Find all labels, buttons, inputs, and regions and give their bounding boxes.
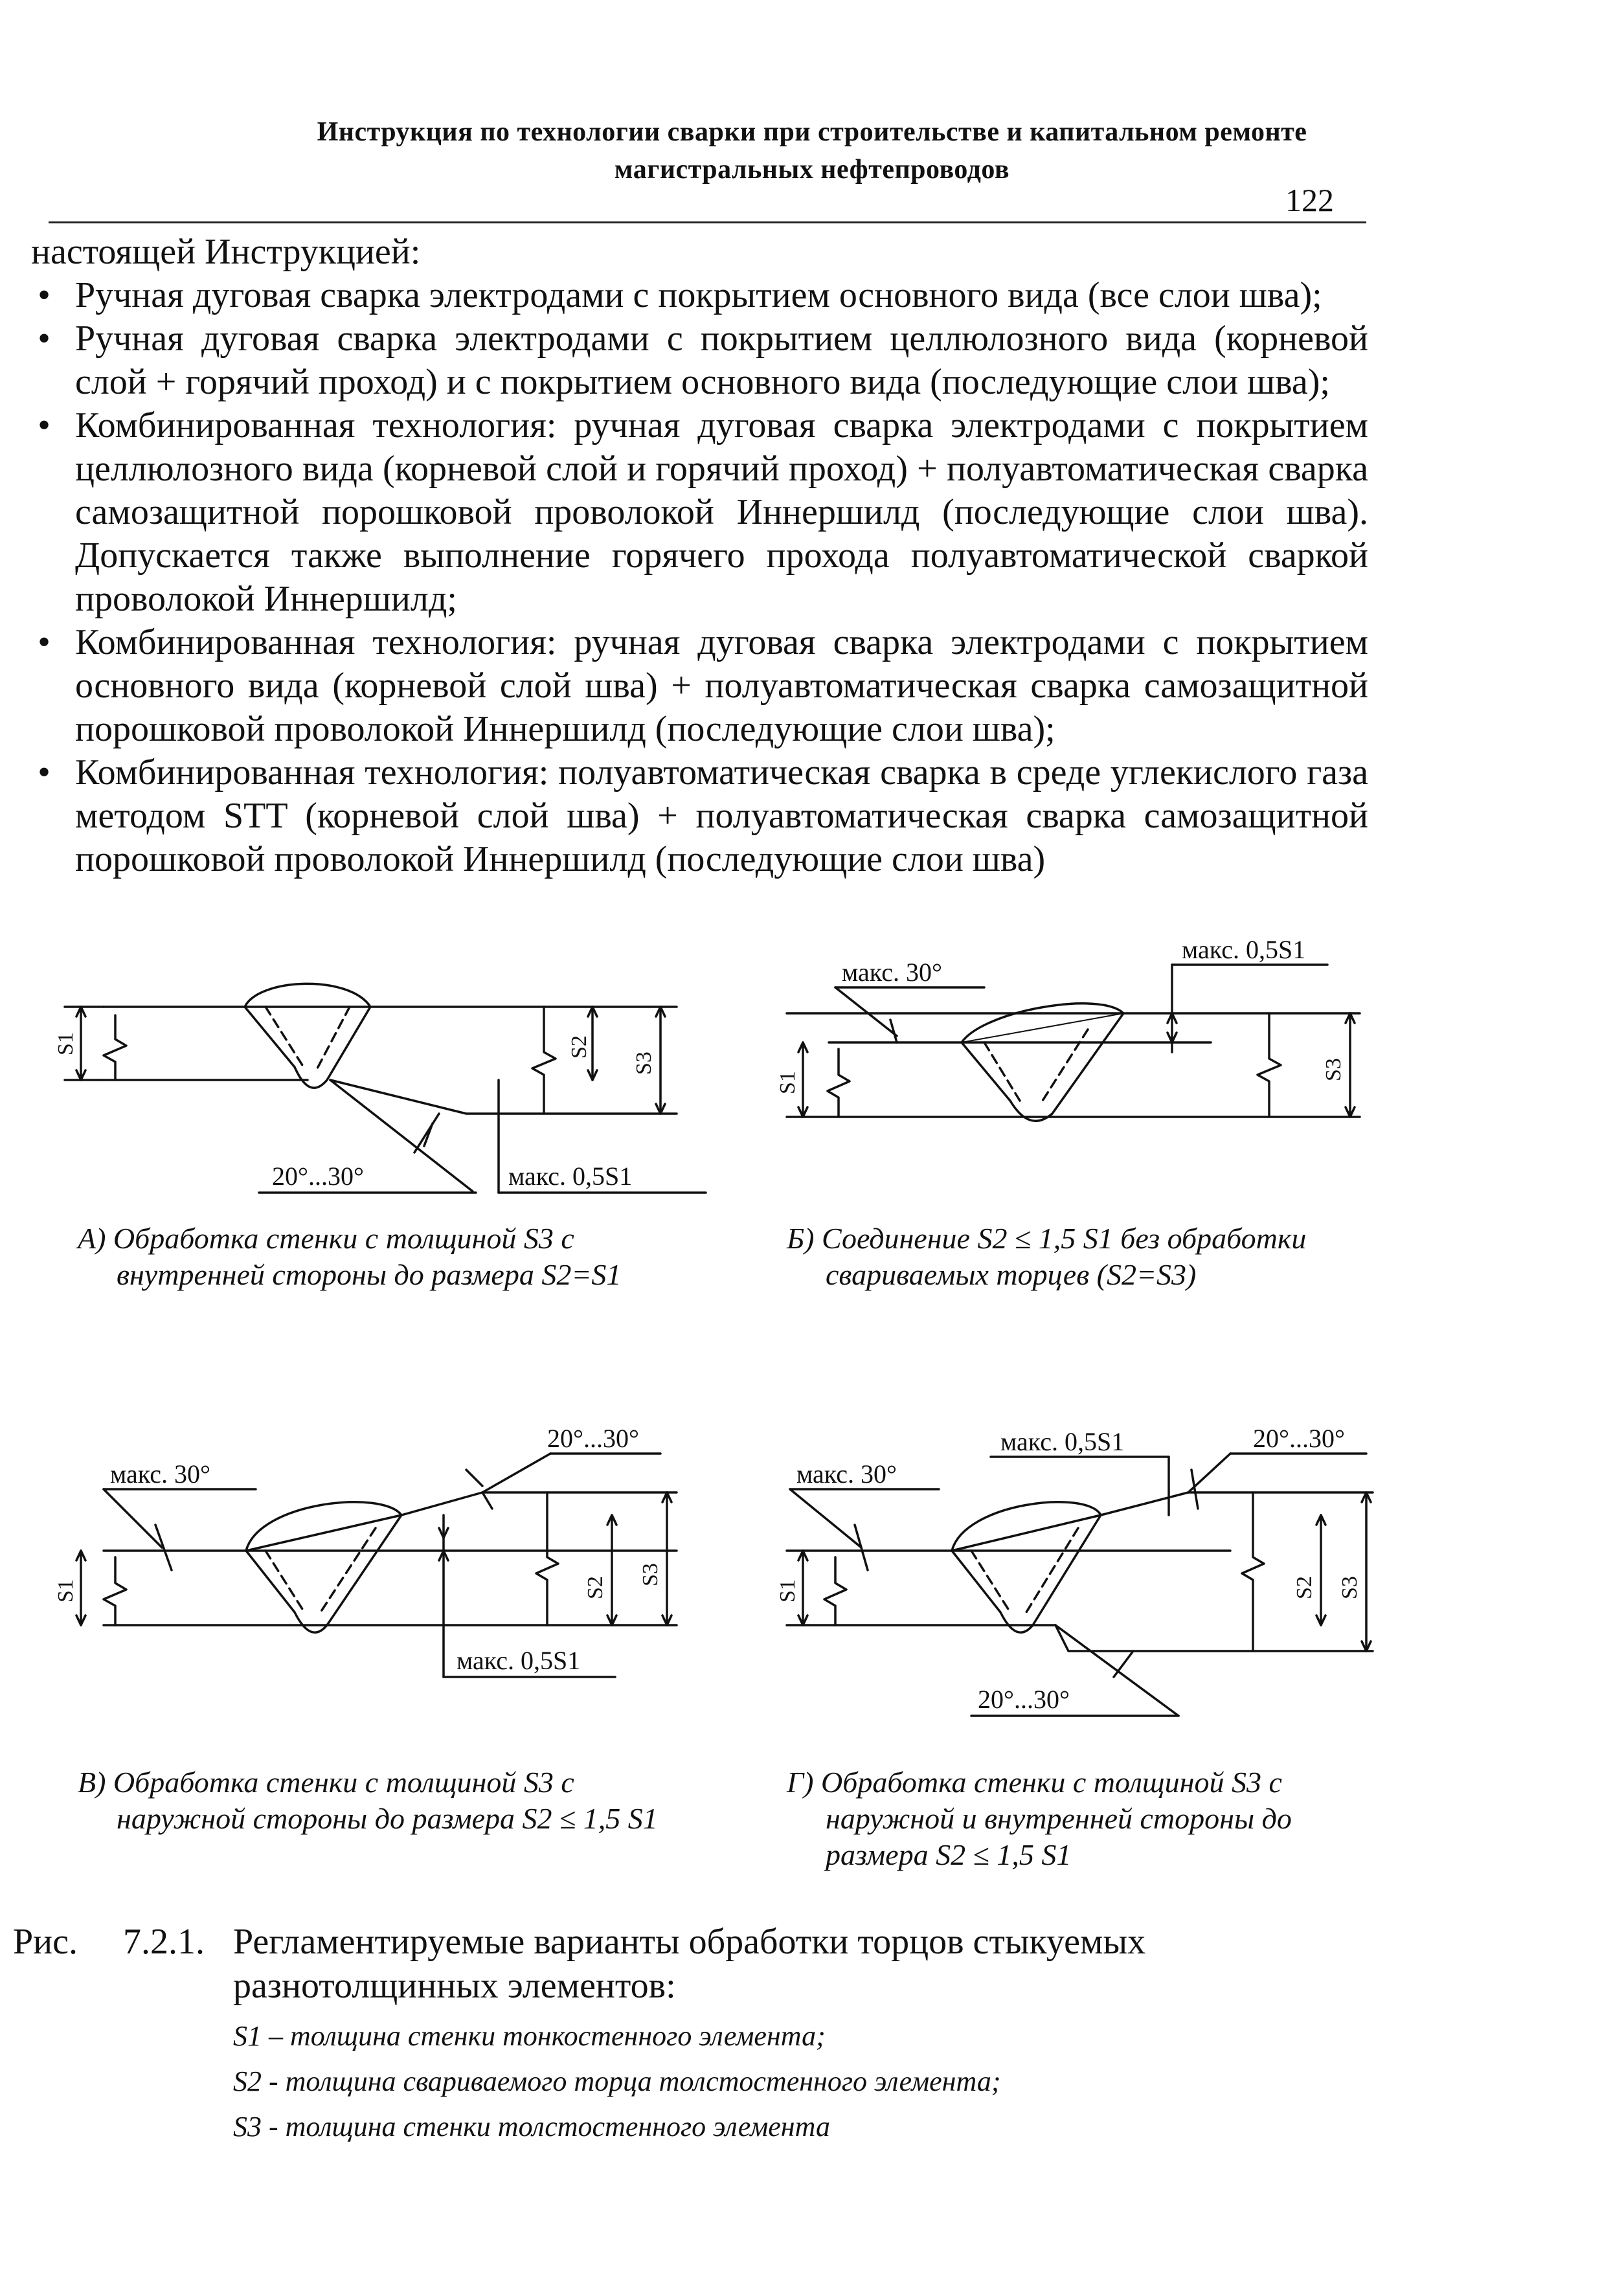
figure-a-angle-label: 20°...30°	[272, 1162, 364, 1191]
legend-s2: S2 - толщина свариваемого торца толстостенного элемента;	[233, 2065, 1001, 2097]
figure-g-s2-label: S2	[1292, 1576, 1316, 1599]
figure-caption-prefix: Рис.	[13, 1922, 78, 1962]
figure-a-s1-label: S1	[54, 1032, 78, 1055]
figure-g-angle-bottom-label: 20°...30°	[978, 1685, 1070, 1714]
intro-text: настоящей Инструкцией:	[31, 232, 421, 272]
figure-v-s2-label: S2	[583, 1576, 607, 1599]
figure-g-angle-top-label: 20°...30°	[1253, 1424, 1345, 1453]
figure-a-s3-label: S3	[632, 1052, 656, 1075]
list-item: • Ручная дуговая сварка электродами с покрытием основного вида (все слои шва);	[31, 274, 1368, 317]
figure-g-s1-label: S1	[776, 1579, 800, 1603]
figure-v-max-label: макс. 0,5S1	[457, 1646, 581, 1675]
figure-b-max30-label: макс. 30°	[842, 958, 942, 987]
figure-caption-line2: разнотолщинных элементов:	[233, 1966, 676, 2006]
figure-a-max-label: макс. 0,5S1	[508, 1162, 633, 1191]
figure-g-caption: Г) Обработка стенки с толщиной S3 с наружной и внутренней стороны до размера S2 ≤ 1,5 S1	[787, 1766, 1292, 1871]
bullet-icon: •	[38, 752, 51, 793]
figure-b-caption: Б) Соединение S2 ≤ 1,5 S1 без обработки свариваемых торцев (S2=S3)	[787, 1222, 1307, 1291]
list-item: • Комбинированная технология: ручная дуговая сварка электродами с покрытием целлюлозного вида (корневой слой и горячий проход) + полуавтоматическая сварка самозащитной порошковой проволокой Иннершилд (последующие слои шва). Допускается также выполнение горячего прохода полуавтоматической сваркой проволокой Иннершилд;	[31, 404, 1368, 621]
bullet-icon: •	[38, 622, 51, 662]
figure-v-s1-label: S1	[54, 1579, 78, 1603]
bullet-icon: •	[38, 319, 51, 359]
figure-v-s3-label: S3	[638, 1563, 662, 1586]
figure-b-s1-label: S1	[776, 1071, 800, 1094]
legend-s1: S1 – толщина стенки тонкостенного элемента;	[233, 2020, 826, 2052]
figure-v-max30-label: макс. 30°	[110, 1459, 210, 1489]
figure-caption-line1: Регламентируемые варианты обработки торцов стыкуемых	[233, 1922, 1146, 1962]
figure-b-s3-label: S3	[1322, 1058, 1346, 1081]
figure-caption-number: 7.2.1.	[123, 1922, 205, 1962]
figure-g-max30-label: макс. 30°	[796, 1459, 897, 1489]
figure-b-max-label: макс. 0,5S1	[1182, 935, 1306, 964]
figure-b-drawing	[787, 965, 1360, 1121]
bullet-icon: •	[38, 405, 51, 445]
figure-a-caption: А) Обработка стенки с толщиной S3 с внутренней стороны до размера S2=S1	[78, 1222, 622, 1291]
document-header-line2: магистральных нефтепроводов	[614, 155, 1010, 185]
figure-v-caption: В) Обработка стенки с толщиной S3 с наружной стороны до размера S2 ≤ 1,5 S1	[78, 1766, 658, 1835]
figure-v-angle-label: 20°...30°	[547, 1424, 639, 1453]
list-item: • Ручная дуговая сварка электродами с покрытием целлюлозного вида (корневой слой + горячий проход) и с покрытием основного вида (последующие слои шва);	[31, 317, 1368, 404]
list-item: • Комбинированная технология: ручная дуговая сварка электродами с покрытием основного вида (корневой слой шва) + полуавтоматическая сварка самозащитной порошковой проволокой Иннершилд (последующие слои шва);	[31, 621, 1368, 751]
list-item: • Комбинированная технология: полуавтоматическая сварка в среде углекислого газа методом STT (корневой слой шва) + полуавтоматическая сварка самозащитной порошковой проволокой Иннершилд (последующие слои шва)	[31, 751, 1368, 881]
figure-a-s2-label: S2	[567, 1035, 591, 1059]
figure-g-drawing	[787, 1454, 1373, 1716]
page-number: 122	[1285, 182, 1334, 218]
figure-g-max-label: макс. 0,5S1	[1000, 1427, 1125, 1456]
legend-s3: S3 - толщина стенки толстостенного элемента	[233, 2111, 830, 2142]
document-header-line1: Инструкция по технологии сварки при строительстве и капитальном ремонте	[317, 117, 1307, 147]
bullet-icon: •	[38, 275, 51, 315]
figure-g-s3-label: S3	[1338, 1576, 1362, 1599]
